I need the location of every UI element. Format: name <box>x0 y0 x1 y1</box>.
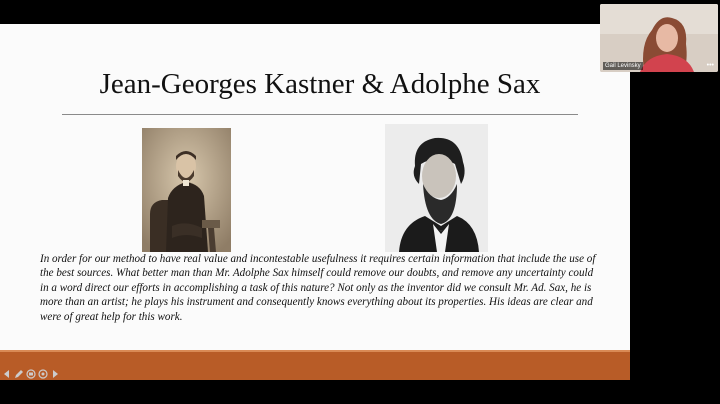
more-options-icon[interactable]: ••• <box>706 62 714 69</box>
slide-title: Jean-Georges Kastner & Adolphe Sax <box>99 68 541 100</box>
title-divider <box>62 114 578 115</box>
sax-portrait <box>385 124 488 252</box>
zoom-icon[interactable] <box>38 366 48 376</box>
slideshow-controls <box>2 366 60 376</box>
presenter-video-tile[interactable] <box>600 4 718 72</box>
quote-text: In order for our method to have real value and incontestable usefulness it requires certain information that include the use of the best sources. What better man than Mr. Adolphe Sax himself could remove our doubts, and remove any uncertainty could in a word direct our efforts in accomplishing a task of this nature? Not only as the inventor did we consult Mr. Ad. Sax, he is more than an artist; he plays his instrument and consequently knows everything about its properties. His ideas are clear and were of great help for this work. <box>40 253 596 323</box>
pen-icon[interactable] <box>14 366 24 376</box>
kastner-portrait <box>142 128 231 252</box>
slide-footer-bar <box>0 350 630 380</box>
previous-slide-icon[interactable] <box>2 366 12 376</box>
presentation-slide <box>0 24 630 378</box>
next-slide-icon[interactable] <box>50 366 60 376</box>
slides-icon[interactable] <box>26 366 36 376</box>
presenter-name: Gail Levinsky <box>605 63 641 69</box>
